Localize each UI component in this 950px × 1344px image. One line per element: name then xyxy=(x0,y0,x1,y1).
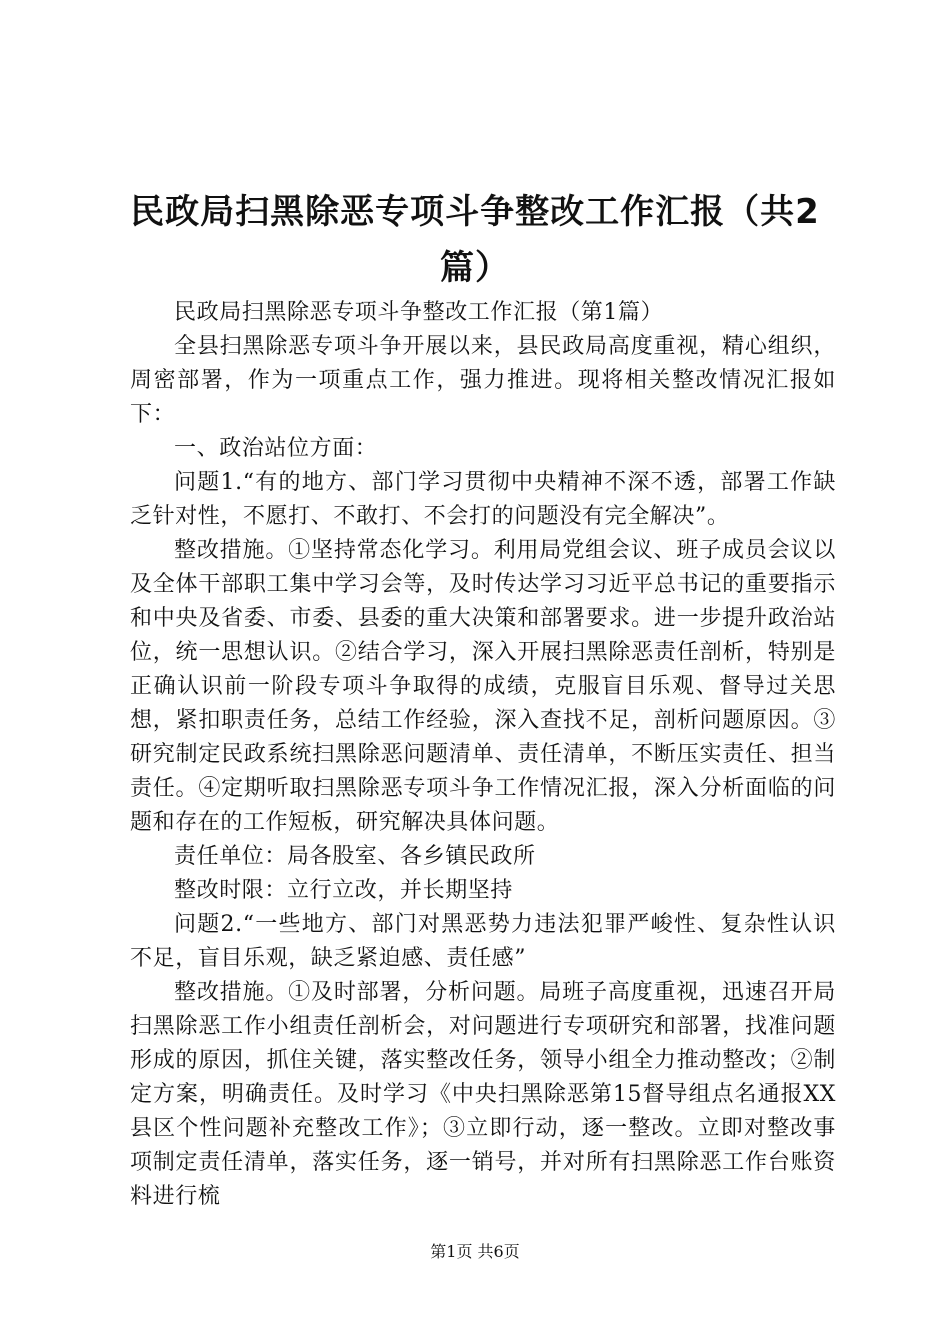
intro-paragraph: 全县扫黑除恶专项斗争开展以来，县民政局高度重视，精心组织，周密部署，作为一项重点工作，强力推进。现将相关整改情况汇报如下： xyxy=(130,334,836,427)
issue-2-paragraph: 问题2.“一些地方、部门对黑恶势力违法犯罪严峻性、复杂性认识不足，盲目乐观，缺乏紧迫感、责任感” xyxy=(130,912,836,971)
document-body xyxy=(130,296,836,1214)
measures-2-paragraph: 整改措施。①及时部署，分析问题。局班子高度重视，迅速召开局扫黑除恶工作小组责任剖析会，对问题进行专项研究和部署，找准问题形成的原因，抓住关键，落实整改任务，领导小组全力推动整改；②制定方案，明确责任。及时学习《中央扫黑除恶第15督导组点名通报XX县区个性问题补充整改工作》；③立即行动，逐一整改。立即对整改事项制定责任清单，落实任务，逐一销号，并对所有扫黑除恶工作台账资料进行梳 xyxy=(130,980,836,1209)
responsible-unit-paragraph: 责任单位：局各股室、各乡镇民政所 xyxy=(174,844,536,869)
issue-1-paragraph: 问题1.“有的地方、部门学习贯彻中央精神不深不透，部署工作缺乏针对性，不愿打、不敢打、不会打的问题没有完全解决”。 xyxy=(130,470,836,529)
subsection-heading: 一、政治站位方面： xyxy=(174,436,378,461)
measures-1-paragraph: 整改措施。①坚持常态化学习。利用局党组会议、班子成员会议以及全体干部职工集中学习会等，及时传达学习习近平总书记的重要指示和中央及省委、市委、县委的重大决策和部署要求。进一步提升政治站位，统一思想认识。②结合学习，深入开展扫黑除恶责任剖析，特别是正确认识前一阶段专项斗争取得的成绩，克服盲目乐观、督导过关思想，紧扣职责任务，总结工作经验，深入查找不足，剖析问题原因。③研究制定民政系统扫黑除恶问题清单、责任清单，不断压实责任、担当责任。④定期听取扫黑除恶专项斗争工作情况汇报，深入分析面临的问题和存在的工作短板，研究解决具体问题。 xyxy=(130,538,836,835)
page-footer: 第1页 共6页 xyxy=(430,1242,520,1261)
section-heading: 民政局扫黑除恶专项斗争整改工作汇报（第1篇） xyxy=(174,300,664,325)
deadline-paragraph: 整改时限：立行立改，并长期坚持 xyxy=(174,878,514,903)
document-title: 民政局扫黑除恶专项斗争整改工作汇报（共2篇） xyxy=(130,192,820,288)
